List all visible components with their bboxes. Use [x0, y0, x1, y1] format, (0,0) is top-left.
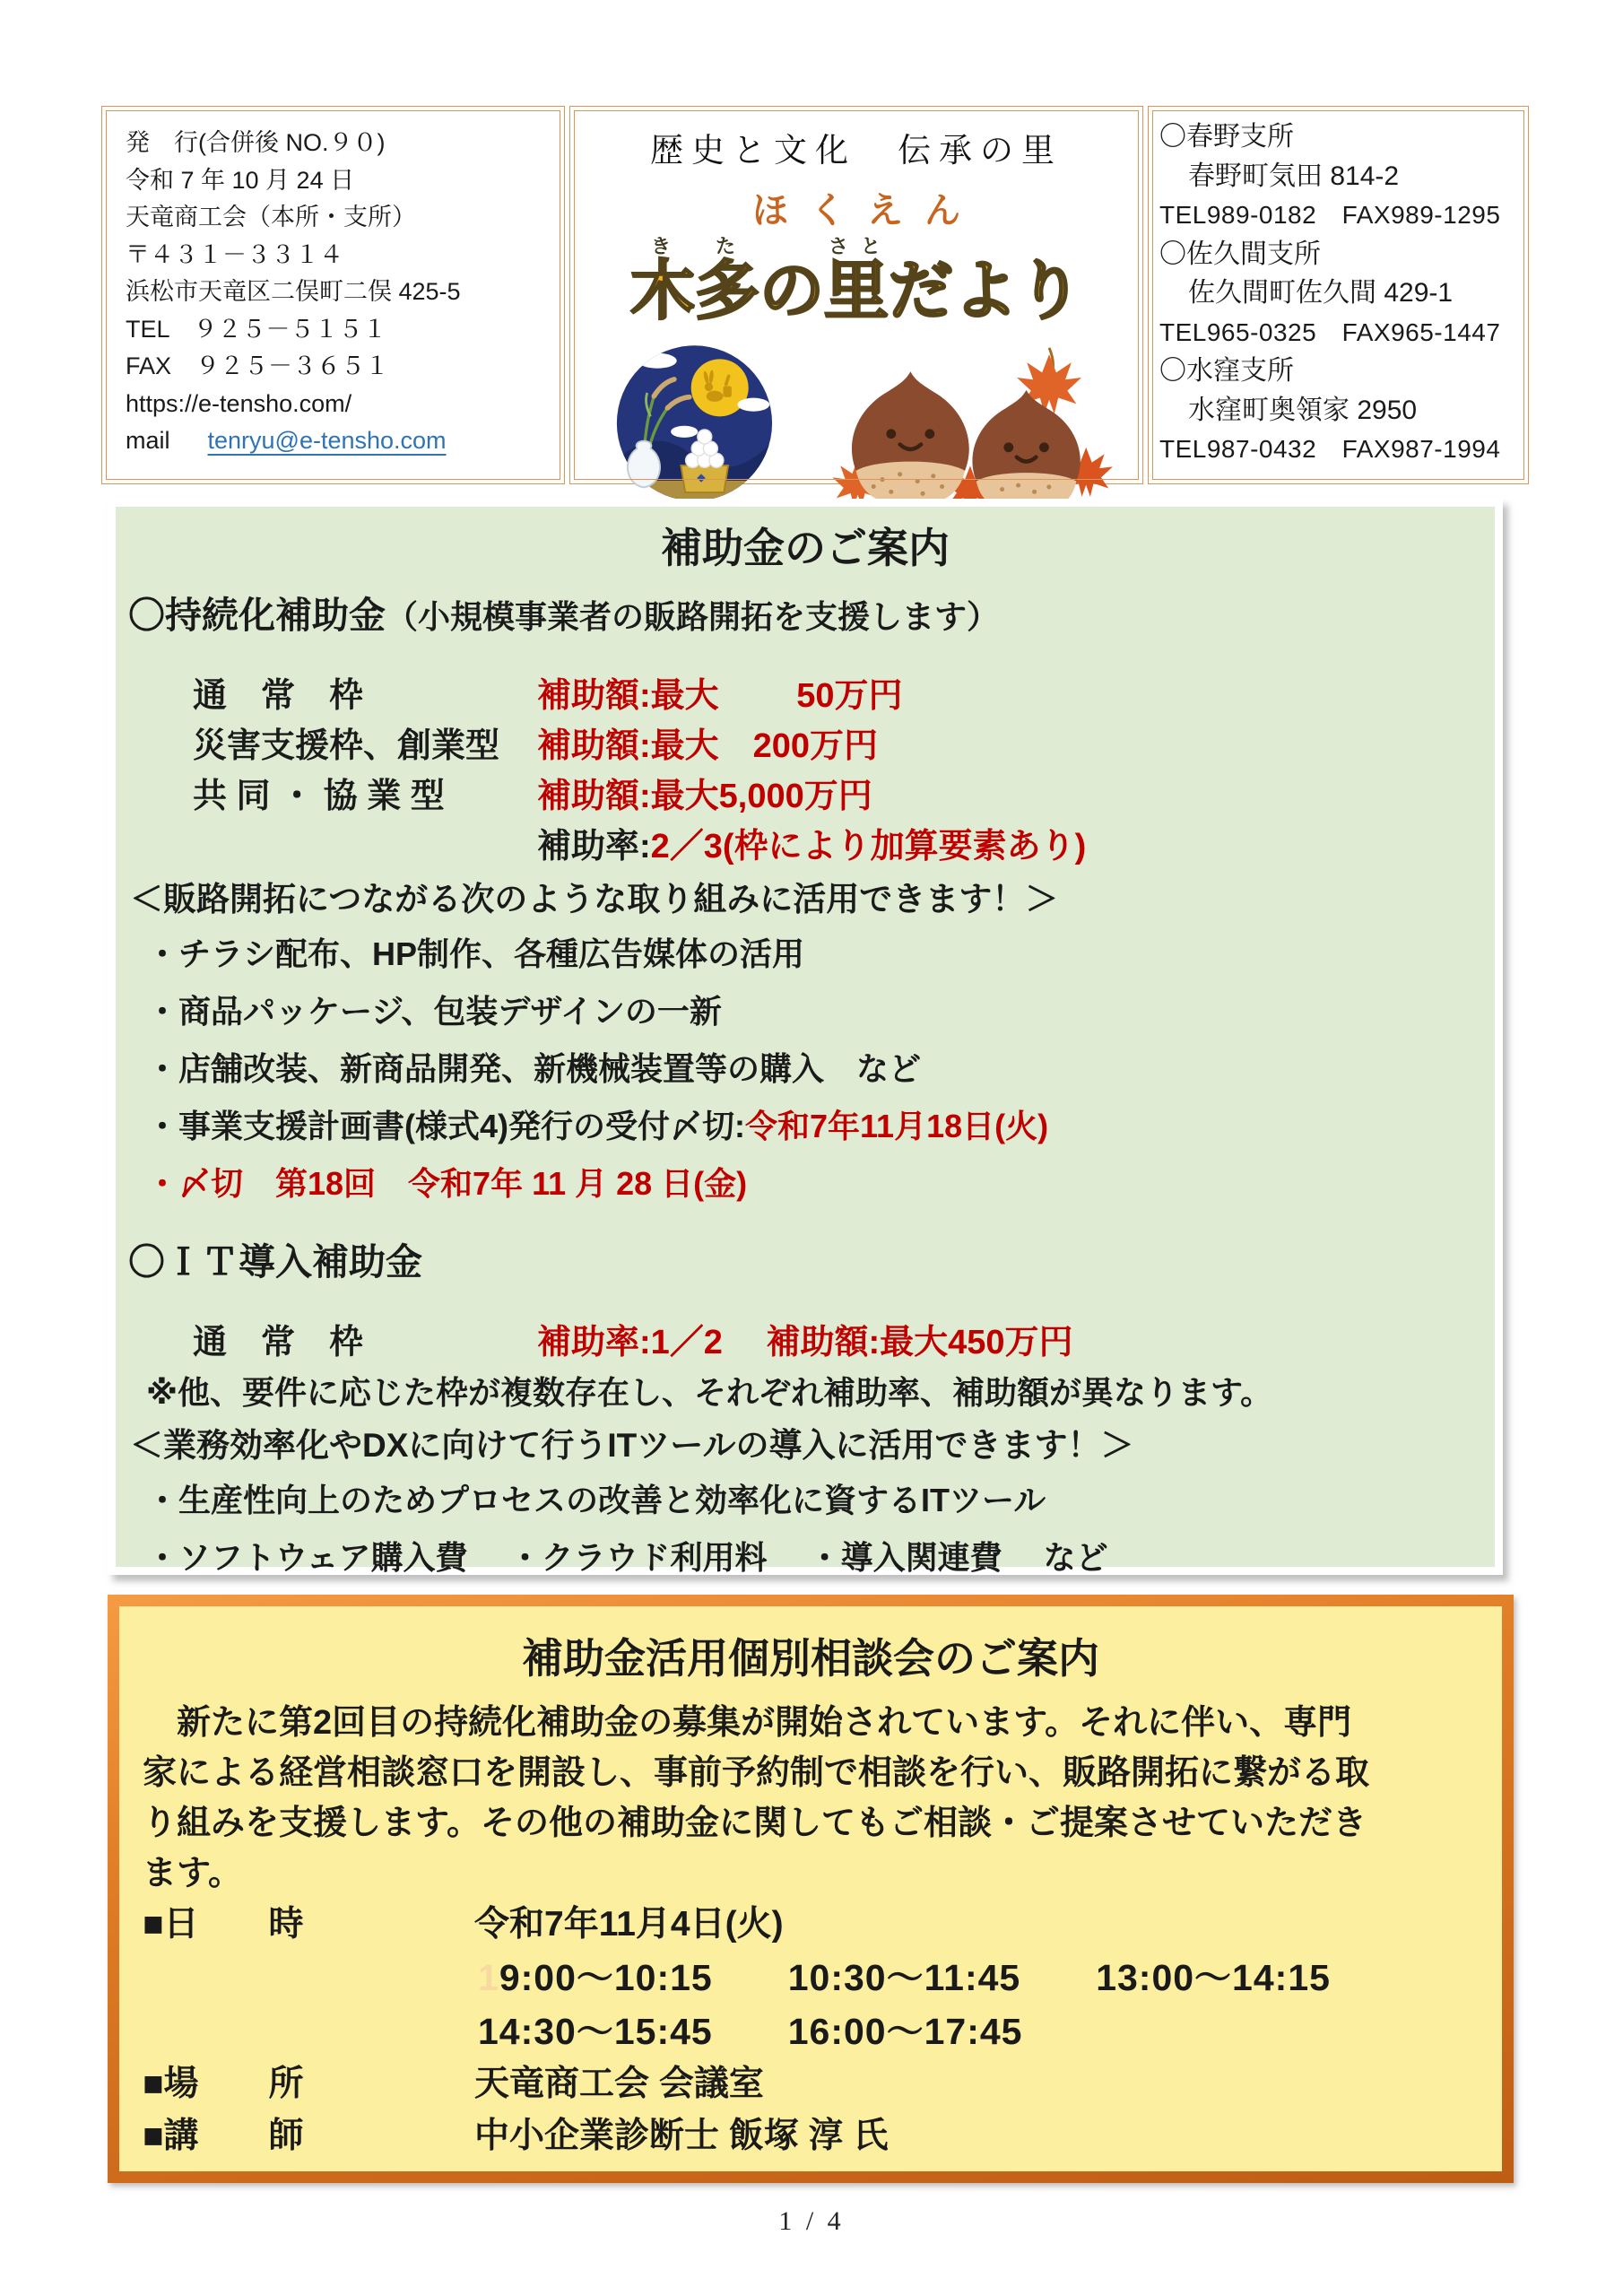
- publisher-address: 浜松市天竜区二俣町二俣 425-5: [126, 278, 461, 305]
- branch-telfax: TEL987-0432 FAX987-1994: [1159, 435, 1501, 463]
- mail-label: mail: [126, 427, 170, 454]
- masthead-header: [101, 106, 1529, 484]
- branch-address: 佐久間町佐久間 429-1: [1188, 278, 1454, 308]
- chestnut-character-right: [972, 390, 1080, 514]
- rate-value: 2／3(枠により加算要素あり): [650, 828, 1087, 865]
- subsidy-row: [116, 1318, 1495, 1368]
- it-usage-heading: ＜業務効率化やDXに向けて行うITツールの導入に活用できます！＞: [130, 1427, 1134, 1464]
- subsidy-info-panel: [108, 499, 1503, 1575]
- chestnut-characters-illustration: [822, 339, 1113, 508]
- branch-telfax: TEL965-0325 FAX965-1447: [1159, 317, 1501, 346]
- title-char-ki: 木き: [629, 235, 695, 327]
- branch-name: 〇春野支所: [1159, 122, 1294, 152]
- subsidy-row: [116, 721, 1495, 771]
- branch-entry: [1159, 352, 1519, 469]
- title-char-dayori: だより: [889, 256, 1083, 327]
- consultation-paragraph: 新たに第2回目の持続化補助金の募集が開始されています。それに伴い、専門 家による経営相談窓口を開設し、事前予約制で相談を行い、販路開拓に繋がる取 り組みを支援します。その他の補助金に関してもご相談・ご提案させていただき ます。: [143, 1704, 1370, 1892]
- publisher-tel: TEL ９２５－５１５１: [126, 315, 387, 343]
- place-label: ■場 所: [143, 2065, 304, 2103]
- it-note: ※他、要件に応じた枠が複数存在し、それぞれ補助率、補助額が異なります。: [146, 1374, 1273, 1411]
- issue-number: 発 行(合併後 NO.９０): [126, 129, 386, 156]
- place-row: [143, 2058, 1479, 2110]
- subsidy-row: [116, 771, 1495, 822]
- branch-entry: [1159, 117, 1519, 235]
- consultation-panel: [108, 1595, 1514, 2183]
- usage-bullet: ・店舗改装、新商品開発、新機械装置等の購入 など: [146, 1050, 922, 1087]
- branch-name: 〇佐久間支所: [1159, 239, 1321, 269]
- it-subsidy-heading: 〇ＩＴ導入補助金: [128, 1241, 422, 1283]
- postal-code: 〒４３１－３３１４: [126, 240, 343, 268]
- publisher-fax: FAX ９２５－３６５１: [126, 352, 390, 379]
- frame-label: 通 常 枠: [193, 677, 364, 715]
- branch-address: 水窪町奥領家 2950: [1188, 395, 1418, 425]
- chestnut-character-left: [852, 371, 969, 506]
- page-number: 1 / 4: [778, 2206, 845, 2236]
- moon-viewing-illustration: [600, 335, 803, 508]
- masthead-tagline: 歴史と文化 伝承の里: [650, 133, 1063, 170]
- deadline-form4-date: 令和7年11月18日(火): [745, 1108, 1049, 1144]
- title-char-sato: 里さと: [824, 235, 890, 327]
- newsletter-title: [570, 235, 1142, 335]
- issue-date: 令和 7 年 10 月 24 日: [126, 166, 355, 194]
- consultation-title: 補助金活用個別相談会のご案内: [522, 1635, 1099, 1682]
- datetime-label: ■日 時: [143, 1905, 304, 1944]
- lecturer-label: ■講 師: [143, 2117, 304, 2155]
- faint-artifact-digit: 1: [478, 1957, 499, 1998]
- frame-label: 通 常 枠: [193, 1324, 364, 1361]
- masthead-subtitle: ほくえん: [752, 191, 982, 230]
- masthead-box: [569, 106, 1143, 484]
- lecturer-row: [143, 2110, 1479, 2162]
- branch-offices-box: [1148, 106, 1529, 484]
- subsidy-rate-row: [116, 822, 1495, 872]
- frame-amount: 補助率:1／2 補助額:最大450万円: [537, 1324, 1073, 1361]
- usage-bullet: ・チラシ配布、HP制作、各種広告媒体の活用: [146, 935, 805, 972]
- deadline-round18-line: ・〆切 第18回 令和7年 11 月 28 日(金): [146, 1165, 748, 1202]
- frame-amount: 補助額:最大 50万円: [537, 677, 903, 715]
- jizokuka-heading-note: （小規模事業者の販路開拓を支援します）: [386, 598, 1000, 635]
- publisher-mail-line: [126, 422, 551, 460]
- publisher-info-box: [101, 106, 565, 484]
- frame-amount: 補助額:最大 200万円: [537, 727, 879, 765]
- jizokuka-heading: 〇持続化補助金（小規模事業者の販路開拓を支援します）: [128, 595, 1000, 636]
- jizokuka-amount-table: [116, 671, 1495, 872]
- title-char-ta: 多た: [694, 235, 759, 327]
- datetime-row: [143, 1899, 1479, 1951]
- masthead-illustrations: [570, 335, 1142, 508]
- mail-address-link[interactable]: tenryu@e-tensho.com: [207, 427, 447, 454]
- frame-label: 共 同 ・ 協 業 型: [193, 778, 445, 815]
- branch-telfax: TEL989-0182 FAX989-1295: [1159, 201, 1501, 229]
- subsidy-row: [116, 671, 1495, 721]
- time-slots-line1: 19:00～10:15 10:30～11:45 13:00～14:15: [478, 1957, 1331, 1998]
- deadline-form4-line: ・事業支援計画書(様式4)発行の受付〆切:令和7年11月18日(火): [146, 1108, 1049, 1144]
- usage-bullet: ・ソフトウェア購入費 ・クラウド利用料 ・導入関連費 など: [146, 1539, 1108, 1576]
- publisher-url: https://e-tensho.com/: [126, 389, 352, 417]
- place-value: 天竜商工会 会議室: [474, 2065, 764, 2103]
- usage-bullet: ・生産性向上のためプロセスの改善と効率化に資するITツール: [146, 1482, 1046, 1518]
- title-char-no: の: [759, 256, 824, 327]
- jizokuka-usage-heading: ＜販路開拓につながる次のような取り組みに活用できます！＞: [130, 881, 1059, 918]
- frame-label: 災害支援枠、創業型: [193, 727, 500, 765]
- datetime-value: 令和7年11月4日(火): [474, 1905, 784, 1944]
- usage-bullet: ・商品パッケージ、包装デザインの一新: [146, 993, 722, 1030]
- branch-name: 〇水窪支所: [1159, 356, 1294, 386]
- frame-amount: 補助額:最大5,000万円: [537, 778, 872, 815]
- publisher-name: 天竜商工会（本所・支所）: [126, 204, 416, 230]
- rate-label: 補助率:: [537, 828, 651, 865]
- lecturer-value: 中小企業診断士 飯塚 淳 氏: [474, 2117, 889, 2155]
- consultation-panel-inner: [119, 1606, 1502, 2171]
- branch-entry: [1159, 235, 1519, 352]
- time-slots-line2: 14:30～15:45 16:00～17:45: [478, 2011, 1023, 2052]
- it-amount-table: [116, 1318, 1495, 1368]
- branch-address: 春野町気田 814-2: [1188, 161, 1400, 191]
- subsidy-panel-title: 補助金のご案内: [661, 525, 950, 571]
